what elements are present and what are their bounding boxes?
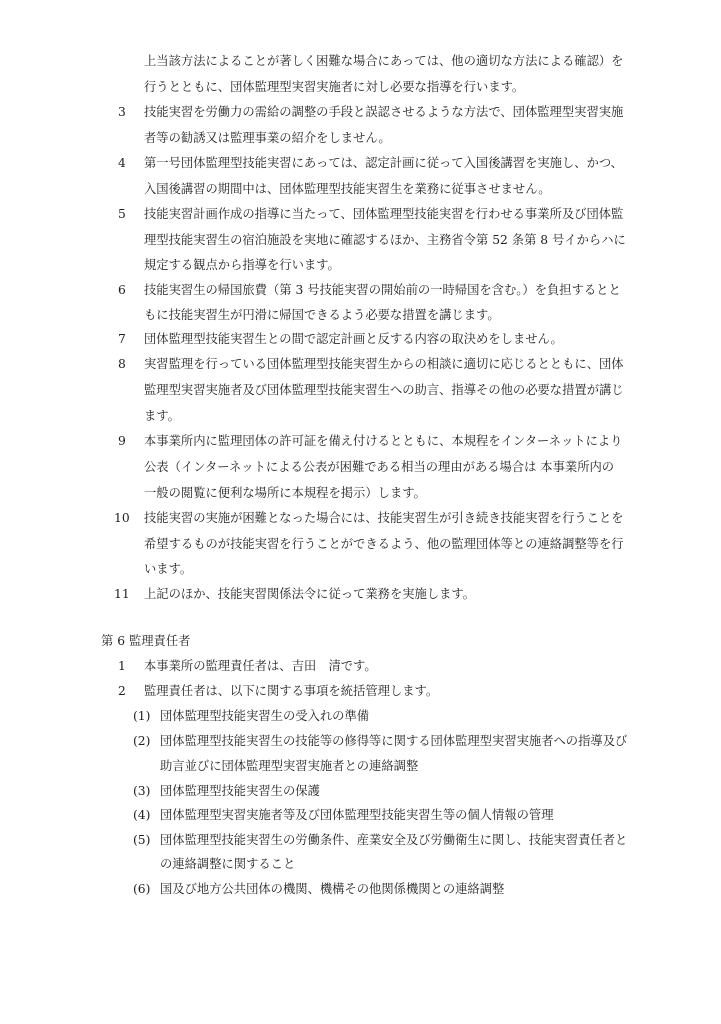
- subitem-number: (4): [133, 808, 151, 822]
- item-text: 本事業所内に監理団体の許可証を備え付けるとともに、本規程をインターネットにより: [144, 434, 623, 448]
- item-text: 監理型実習実施者及び団体監理型技能実習生への助言、指導その他の必要な措置が講じ: [144, 383, 624, 397]
- item-text: 技能実習の実施が困難となった場合には、技能実習生が引き続き技能実習を行うことを: [144, 511, 624, 525]
- subitem-text: 団体監理型技能実習生の労働条件、産業安全及び労働衛生に関し、技能実習責任者と: [160, 833, 628, 847]
- item-text: 技能実習計画作成の指導に当たって、団体監理型技能実習を行わせる事業所及び団体監: [144, 207, 624, 221]
- item-text: 規定する観点から指導を行います。: [144, 258, 340, 272]
- subitem-text: 団体監理型実習実施者等及び団体監理型技能実習生等の個人情報の管理: [160, 808, 554, 822]
- item-text: 入国後講習の期間中は、団体監理型技能実習生を業務に従事させません。: [144, 182, 551, 196]
- subitem-text: 団体監理型技能実習生の受入れの準備: [160, 709, 370, 723]
- item-text: 公表（インターネットによる公表が困難である相当の理由がある場合は 本事業所内の: [144, 460, 615, 474]
- item-number: 9: [118, 434, 126, 448]
- section-heading: 第 6 監理責任者: [101, 634, 191, 648]
- item-text: 希望するものが技能実習を行うことができるよう、他の監理団体等との連絡調整等を行: [144, 537, 624, 551]
- item-number: 8: [118, 357, 126, 371]
- item-number: 3: [118, 105, 126, 119]
- item-text: 本事業所の監理責任者は、吉田 清です。: [144, 659, 377, 673]
- item-number: 11: [114, 587, 130, 601]
- item-number: 2: [118, 684, 126, 698]
- item-text: 上記のほか、技能実習関係法令に従って業務を実施します。: [144, 587, 476, 601]
- item-number: 6: [118, 283, 126, 297]
- item-number: 5: [118, 207, 126, 221]
- subitem-number: (2): [133, 734, 151, 748]
- subitem-text: 団体監理型技能実習生の技能等の修得等に関する団体監理型実習実施者への指導及び: [160, 734, 628, 748]
- continuation-line: 行うとともに、団体監理型実習実施者に対し必要な指導を行います。: [144, 80, 525, 94]
- item-text: 技能実習を労働力の需給の調整の手段と誤認させるような方法で、団体監理型実習実施: [144, 105, 624, 119]
- item-text: 一般の閲覧に便利な場所に本規程を掲示）します。: [144, 486, 426, 500]
- item-text: 技能実習生の帰国旅費（第 3 号技能実習の開始前の一時帰国を含む。）を負担するとと: [144, 283, 621, 297]
- item-number: 7: [118, 332, 126, 346]
- subitem-text: の連絡調整に関すること: [160, 857, 296, 871]
- subitem-number: (5): [133, 833, 151, 847]
- item-text: 者等の勧誘又は監理事業の紹介をしません。: [144, 131, 391, 145]
- item-number: 1: [118, 659, 126, 673]
- subitem-number: (6): [133, 882, 151, 896]
- item-text: ます。: [144, 409, 180, 423]
- item-text: 団体監理型技能実習生との間で認定計画と反する内容の取決めをしません。: [144, 332, 563, 346]
- subitem-text: 助言並びに団体監理型実習実施者との連絡調整: [160, 759, 419, 773]
- subitem-text: 国及び地方公共団体の機関、機構その他関係機関との連絡調整: [160, 882, 505, 896]
- item-text: 監理責任者は、以下に関する事項を統括管理します。: [144, 684, 439, 698]
- item-text: 理型技能実習生の宿泊施設を実地に確認するほか、主務省令第 52 条第 8 号イからハに: [144, 233, 626, 247]
- subitem-number: (3): [133, 784, 151, 798]
- item-text: もに技能実習生が円滑に帰国できるよう必要な措置を講じます。: [144, 308, 500, 322]
- subitem-text: 団体監理型技能実習生の保護: [160, 784, 320, 798]
- item-text: 第一号団体監理型技能実習にあっては、認定計画に従って入国後講習を実施し、かつ、: [144, 156, 623, 170]
- subitem-number: (1): [133, 709, 151, 723]
- item-number: 4: [118, 156, 126, 170]
- item-text: います。: [144, 562, 193, 576]
- item-text: 実習監理を行っている団体監理型技能実習生からの相談に適切に応じるとともに、団体: [144, 357, 624, 371]
- continuation-line: 上当該方法によることが著しく困難な場合にあっては、他の適切な方法による確認）を: [144, 54, 624, 68]
- item-number: 10: [114, 511, 130, 525]
